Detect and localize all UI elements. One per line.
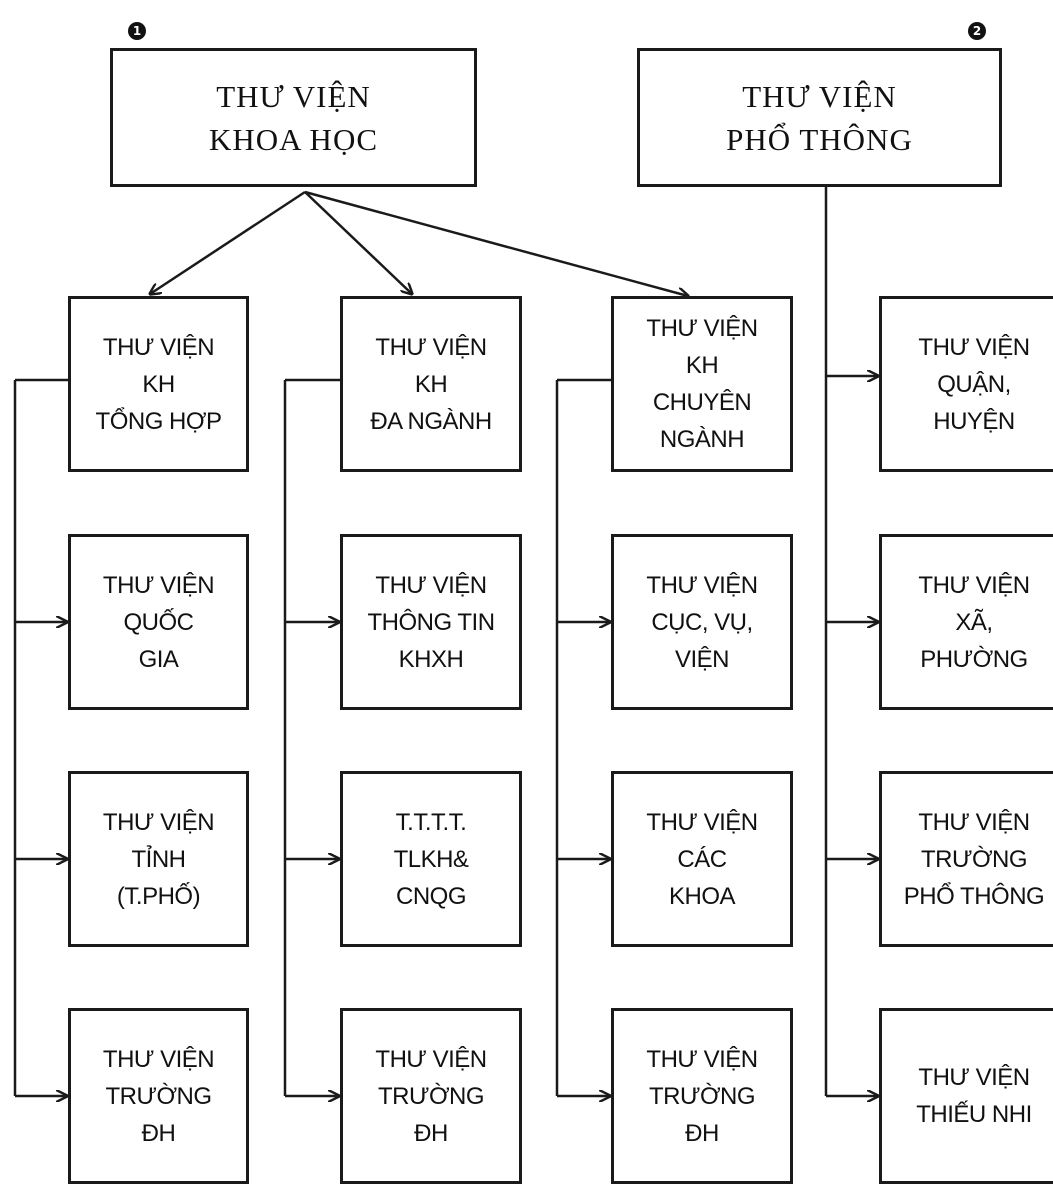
node-tong-hop-1 bbox=[68, 296, 249, 472]
node-tong-hop-1-line-1: THƯ VIỆN bbox=[102, 333, 215, 361]
node-tong-hop-3-line-2: TỈNH bbox=[131, 845, 186, 873]
node-chuyen-nganh-4-line-1: THƯ VIỆN bbox=[646, 1045, 758, 1073]
node-da-nganh-4-line-1: THƯ VIỆN bbox=[375, 1045, 487, 1073]
node-da-nganh-3-line-3: CNQG bbox=[396, 882, 466, 910]
node-chuyen-nganh-4-line-2: TRƯỜNG bbox=[648, 1082, 756, 1110]
node-tong-hop-4 bbox=[68, 1008, 249, 1184]
node-pho-thong-3-line-2: TRƯỜNG bbox=[920, 845, 1028, 873]
node-chuyen-nganh-3-line-2: CÁC bbox=[677, 845, 727, 873]
node-da-nganh-4 bbox=[340, 1008, 522, 1184]
node-chuyen-nganh-1-line-2: KH bbox=[685, 352, 719, 379]
node-chuyen-nganh-2-line-3: VIỆN bbox=[674, 645, 729, 673]
root-pho-thong bbox=[637, 48, 1002, 187]
badge-2: 2 bbox=[968, 22, 986, 40]
node-chuyen-nganh-4-line-3: ĐH bbox=[685, 1119, 719, 1147]
node-chuyen-nganh-3-line-1: THƯ VIỆN bbox=[646, 808, 758, 836]
node-pho-thong-4-line-1: THƯ VIỆN bbox=[918, 1064, 1030, 1091]
badge-1: 1 bbox=[128, 22, 146, 40]
node-tong-hop-3 bbox=[68, 771, 249, 947]
node-chuyen-nganh-1-line-1: THƯ VIỆN bbox=[646, 315, 758, 342]
node-pho-thong-2-line-2: XÃ, bbox=[955, 608, 993, 636]
node-tong-hop-3-line-3: (T.PHỐ) bbox=[116, 882, 201, 910]
node-tong-hop-3-line-1: THƯ VIỆN bbox=[102, 808, 215, 836]
node-chuyen-nganh-2-line-1: THƯ VIỆN bbox=[646, 571, 758, 599]
node-chuyen-nganh-2 bbox=[611, 534, 793, 710]
node-da-nganh-3-line-1: T.T.T.T. bbox=[395, 808, 467, 836]
node-da-nganh-1-line-2: KH bbox=[414, 370, 448, 398]
node-tong-hop-2-line-2: QUỐC bbox=[123, 608, 194, 636]
node-tong-hop-4-line-1: THƯ VIỆN bbox=[102, 1045, 215, 1073]
root-pho-thong-line-2: PHỔ THÔNG bbox=[726, 121, 913, 157]
node-da-nganh-2-line-3: KHXH bbox=[398, 645, 464, 673]
node-chuyen-nganh-4 bbox=[611, 1008, 793, 1184]
node-pho-thong-3-line-1: THƯ VIỆN bbox=[918, 808, 1030, 836]
root-khoa-hoc-line-2: KHOA HỌC bbox=[208, 121, 379, 157]
node-tong-hop-2-line-1: THƯ VIỆN bbox=[102, 571, 215, 599]
node-tong-hop-2 bbox=[68, 534, 249, 710]
root-khoa-hoc bbox=[110, 48, 477, 187]
node-pho-thong-2 bbox=[879, 534, 1053, 710]
node-tong-hop-1-line-2: KH bbox=[142, 370, 175, 398]
node-tong-hop-1-line-3: TỔNG HỢP bbox=[95, 407, 222, 435]
node-pho-thong-1-line-1: THƯ VIỆN bbox=[918, 333, 1030, 361]
arrow-root-to-tong-hop bbox=[150, 192, 305, 294]
node-pho-thong-2-line-3: PHƯỜNG bbox=[920, 645, 1028, 673]
node-chuyen-nganh-2-line-2: CỤC, VỤ, bbox=[651, 608, 753, 636]
node-da-nganh-1 bbox=[340, 296, 522, 472]
node-da-nganh-4-line-3: ĐH bbox=[414, 1119, 448, 1147]
node-da-nganh-1-line-3: ĐA NGÀNH bbox=[370, 407, 492, 435]
node-chuyen-nganh-3-line-3: KHOA bbox=[668, 882, 735, 910]
node-tong-hop-4-line-3: ĐH bbox=[141, 1119, 176, 1147]
node-pho-thong-1 bbox=[879, 296, 1053, 472]
arrow-root-to-chuyen-nganh bbox=[305, 192, 688, 296]
node-pho-thong-2-line-1: THƯ VIỆN bbox=[918, 571, 1030, 599]
root-pho-thong-line-1: THƯ VIỆN bbox=[742, 78, 897, 114]
node-da-nganh-2-line-2: THÔNG TIN bbox=[367, 608, 495, 636]
node-da-nganh-3-line-2: TLKH& bbox=[393, 845, 469, 873]
node-da-nganh-1-line-1: THƯ VIỆN bbox=[375, 333, 487, 361]
node-pho-thong-1-line-2: QUẬN, bbox=[937, 370, 1011, 398]
node-chuyen-nganh-1-line-3: CHUYÊN bbox=[652, 389, 752, 416]
node-pho-thong-3-line-3: PHỔ THÔNG bbox=[903, 882, 1045, 910]
node-da-nganh-3 bbox=[340, 771, 522, 947]
node-da-nganh-2-line-1: THƯ VIỆN bbox=[375, 571, 487, 599]
node-da-nganh-4-line-2: TRƯỜNG bbox=[377, 1082, 485, 1110]
node-chuyen-nganh-1-line-4: NGÀNH bbox=[659, 426, 745, 453]
node-pho-thong-1-line-3: HUYỆN bbox=[933, 407, 1015, 435]
node-pho-thong-4-line-2: THIẾU NHI bbox=[916, 1101, 1032, 1128]
node-chuyen-nganh-1 bbox=[611, 296, 793, 472]
node-pho-thong-4 bbox=[879, 1008, 1053, 1184]
node-tong-hop-2-line-3: GIA bbox=[138, 645, 179, 673]
node-chuyen-nganh-3 bbox=[611, 771, 793, 947]
root-khoa-hoc-line-1: THƯ VIỆN bbox=[216, 78, 371, 114]
node-tong-hop-4-line-2: TRƯỜNG bbox=[105, 1082, 212, 1110]
node-da-nganh-2 bbox=[340, 534, 522, 710]
node-pho-thong-3 bbox=[879, 771, 1053, 947]
